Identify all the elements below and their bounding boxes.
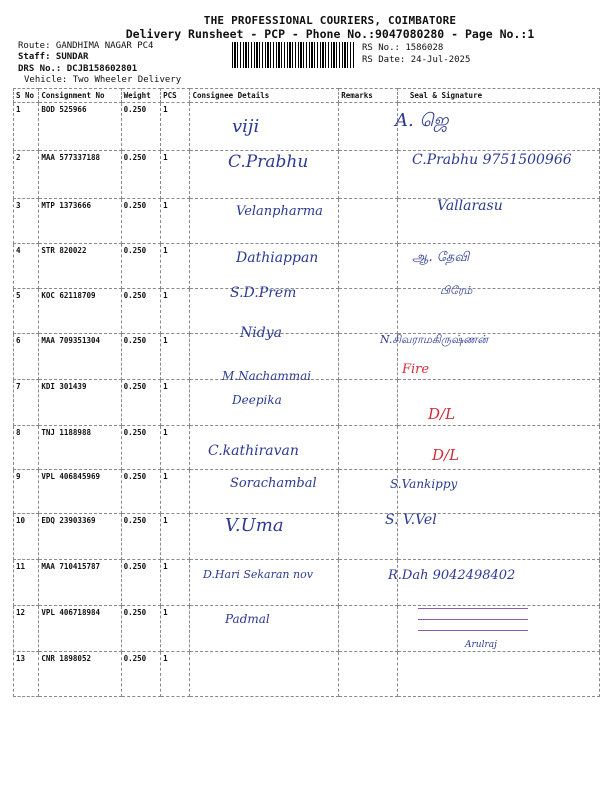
cell-remarks — [339, 470, 398, 514]
cell-consignment: MAA 577337188 — [39, 151, 121, 199]
cell-remarks — [339, 244, 398, 289]
col-remarks: Remarks — [339, 89, 398, 103]
cell-pcs: 1 — [161, 380, 190, 426]
cell-sno: 8 — [14, 426, 39, 470]
cell-sno: 13 — [14, 652, 39, 697]
table-row — [14, 426, 600, 470]
signature-handwriting: S. V.Vel — [385, 512, 437, 528]
drs-label: DRS No.: DCJB158602801 — [18, 64, 138, 74]
cell-remarks — [339, 151, 398, 199]
cell-pcs: 1 — [161, 334, 190, 380]
cell-pcs: 1 — [161, 606, 190, 652]
col-weight: Weight — [121, 89, 161, 103]
cell-sno: 4 — [14, 244, 39, 289]
cell-remarks — [339, 289, 398, 334]
col-sno: S No — [14, 89, 39, 103]
cell-seal — [397, 289, 599, 334]
cell-weight: 0.250 — [121, 652, 161, 697]
consignee-handwriting: Sorachambal — [230, 476, 317, 491]
cell-sno: 3 — [14, 199, 39, 244]
cell-consignment: STR 820022 — [39, 244, 121, 289]
cell-seal — [397, 426, 599, 470]
cell-consignee — [190, 560, 339, 606]
cell-weight: 0.250 — [121, 334, 161, 380]
cell-weight: 0.250 — [121, 380, 161, 426]
consignee-handwriting: Velanpharma — [236, 204, 323, 219]
consignee-handwriting: Nidya — [240, 325, 282, 341]
cell-remarks — [339, 199, 398, 244]
cell-pcs: 1 — [161, 470, 190, 514]
col-pcs: PCS — [161, 89, 190, 103]
runsheet-subtitle: Delivery Runsheet - PCP - Phone No.:9047080280 - Page No.:1 — [125, 27, 535, 41]
rs-number: RS No.: 1586028 — [362, 43, 444, 53]
staff-label: Staff: SUNDAR — [18, 52, 89, 62]
consignee-handwriting: C.Prabhu — [228, 152, 309, 172]
cell-sno: 5 — [14, 289, 39, 334]
signature-handwriting: பிரேம் — [440, 284, 473, 297]
cell-consignment: CNR 1898052 — [39, 652, 121, 697]
consignee-handwriting: Padmal — [225, 612, 270, 626]
cell-pcs: 1 — [161, 426, 190, 470]
cell-seal — [397, 652, 599, 697]
signature-handwriting: Fire — [402, 362, 430, 377]
signature-handwriting: D/L — [428, 405, 456, 423]
cell-weight: 0.250 — [121, 426, 161, 470]
cell-pcs: 1 — [161, 244, 190, 289]
cell-sno: 2 — [14, 151, 39, 199]
cell-weight: 0.250 — [121, 289, 161, 334]
cell-sno: 11 — [14, 560, 39, 606]
table-row — [14, 514, 600, 560]
consignee-handwriting: Dathiappan — [236, 250, 319, 266]
col-consignee: Consignee Details — [190, 89, 339, 103]
cell-sno: 9 — [14, 470, 39, 514]
col-consignment: Consignment No — [39, 89, 121, 103]
cell-consignment: EDQ 23903369 — [39, 514, 121, 560]
signature-handwriting: ஆ. தேவி — [412, 250, 470, 265]
consignee-handwriting: Deepika — [232, 393, 282, 407]
table-row — [14, 289, 600, 334]
signature-handwriting: C.Prabhu 9751500966 — [412, 152, 572, 168]
cell-sno: 12 — [14, 606, 39, 652]
cell-weight: 0.250 — [121, 606, 161, 652]
cell-pcs: 1 — [161, 514, 190, 560]
signature-handwriting: Arulraj — [465, 640, 497, 650]
cell-weight: 0.250 — [121, 151, 161, 199]
cell-remarks — [339, 652, 398, 697]
consignee-handwriting: C.kathiravan — [208, 443, 299, 459]
table-row — [14, 103, 600, 151]
cell-weight: 0.250 — [121, 244, 161, 289]
cell-pcs: 1 — [161, 103, 190, 151]
cell-sno: 1 — [14, 103, 39, 151]
cell-sno: 6 — [14, 334, 39, 380]
consignee-handwriting: V.Uma — [225, 515, 284, 536]
office-stamp — [418, 602, 528, 631]
consignee-handwriting: viji — [232, 116, 260, 137]
table-row — [14, 380, 600, 426]
cell-weight: 0.250 — [121, 470, 161, 514]
col-seal: Seal & Signature — [397, 89, 599, 103]
signature-handwriting: Vallarasu — [437, 198, 503, 214]
cell-weight: 0.250 — [121, 514, 161, 560]
cell-remarks — [339, 380, 398, 426]
cell-consignment: VPL 406718984 — [39, 606, 121, 652]
cell-weight: 0.250 — [121, 199, 161, 244]
cell-sno: 7 — [14, 380, 39, 426]
rs-date: RS Date: 24-Jul-2025 — [362, 55, 471, 65]
signature-handwriting: D/L — [432, 446, 460, 464]
cell-pcs: 1 — [161, 199, 190, 244]
cell-consignment: MAA 710415787 — [39, 560, 121, 606]
consignee-handwriting: S.D.Prem — [230, 285, 297, 301]
cell-remarks — [339, 426, 398, 470]
cell-consignment: VPL 406845969 — [39, 470, 121, 514]
company-title: THE PROFESSIONAL COURIERS, COIMBATORE — [203, 14, 457, 27]
cell-pcs: 1 — [161, 289, 190, 334]
cell-consignment: MAA 709351304 — [39, 334, 121, 380]
cell-pcs: 1 — [161, 560, 190, 606]
route-label: Route: GANDHIMA NAGAR PC4 — [18, 41, 154, 51]
consignee-handwriting: M.Nachammai — [222, 369, 312, 383]
cell-consignment: KDI 301439 — [39, 380, 121, 426]
cell-consignment: MTP 1373666 — [39, 199, 121, 244]
consignee-handwriting: D.Hari Sekaran nov — [203, 568, 313, 581]
cell-pcs: 1 — [161, 652, 190, 697]
cell-sno: 10 — [14, 514, 39, 560]
cell-remarks — [339, 103, 398, 151]
cell-weight: 0.250 — [121, 560, 161, 606]
cell-consignee — [190, 652, 339, 697]
cell-pcs: 1 — [161, 151, 190, 199]
signature-handwriting: N.சிவராமகிருஷ்ணன் — [380, 333, 489, 346]
cell-consignment: TNJ 1188988 — [39, 426, 121, 470]
cell-remarks — [339, 606, 398, 652]
cell-weight: 0.250 — [121, 103, 161, 151]
cell-consignment: KOC 62118709 — [39, 289, 121, 334]
signature-handwriting: R.Dah 9042498402 — [388, 568, 516, 583]
signature-handwriting: A. ஜெ — [395, 110, 449, 131]
barcode — [232, 42, 354, 68]
cell-consignment: BOD 525966 — [39, 103, 121, 151]
table-row — [14, 652, 600, 697]
signature-handwriting: S.Vankippy — [390, 477, 458, 491]
cell-consignee — [190, 103, 339, 151]
vehicle-label: Vehicle: Two Wheeler Delivery — [24, 75, 182, 85]
